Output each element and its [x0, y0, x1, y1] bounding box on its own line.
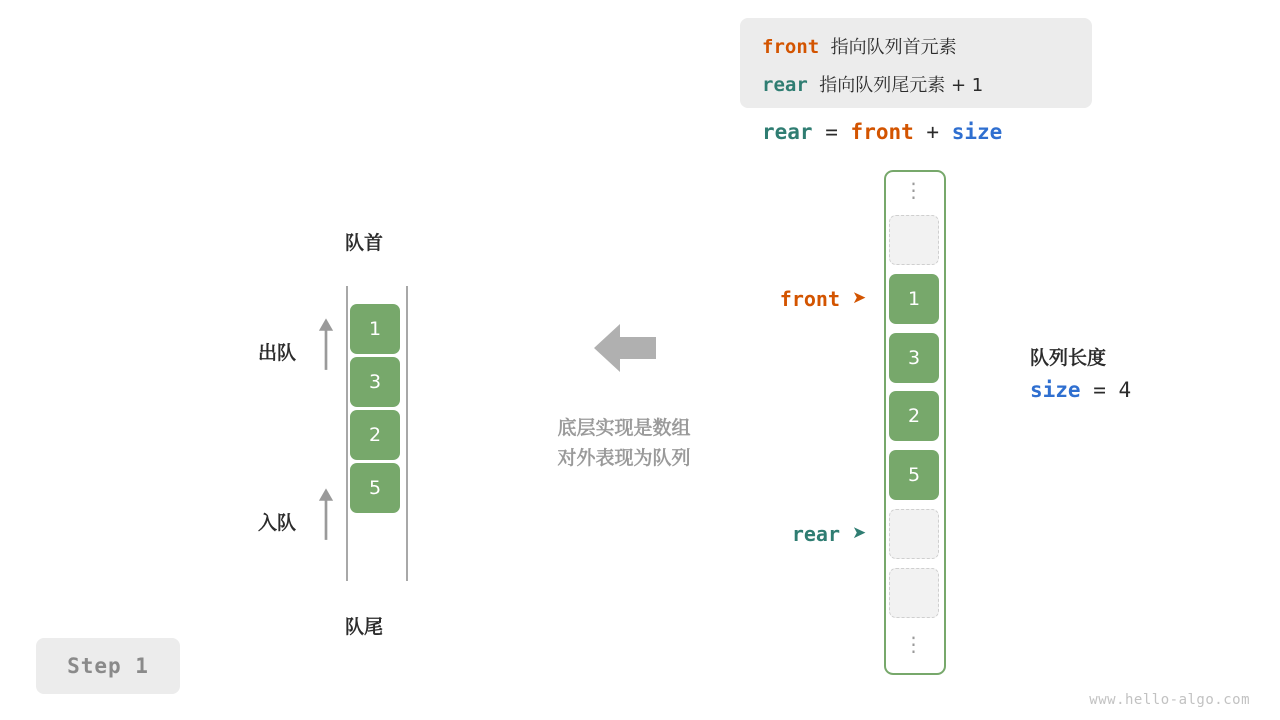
- enqueue-label: 入队: [258, 512, 297, 534]
- formula-front-line: [762, 33, 957, 59]
- rear-description: 指向队列尾元素 + 1: [819, 75, 984, 96]
- array-cell: 1: [889, 274, 939, 324]
- dequeue-arrow-icon: [318, 315, 334, 375]
- array-cell: 2: [889, 391, 939, 441]
- equation-front-token: front: [850, 120, 914, 144]
- enqueue-arrow-icon: [318, 485, 334, 545]
- queue-length-label: 队列长度: [1030, 347, 1107, 369]
- queue-cell: 1: [350, 304, 400, 354]
- array-cell: 5: [889, 450, 939, 500]
- array-cell: 3: [889, 333, 939, 383]
- front-description: 指向队列首元素: [830, 37, 957, 58]
- queue-tail-label: 队尾: [345, 616, 384, 638]
- left-arrow-icon: [594, 322, 656, 374]
- rear-pointer-label: rear: [791, 522, 840, 546]
- formula-equation: [762, 120, 1002, 144]
- middle-note-line-2: 对外表现为队列: [557, 447, 691, 469]
- array-cell: [889, 568, 939, 618]
- rear-token: rear: [762, 74, 808, 96]
- queue-cell: 2: [350, 410, 400, 460]
- front-pointer-label: front: [779, 287, 840, 311]
- size-equals: =: [1093, 378, 1106, 402]
- queue-cell: 5: [350, 463, 400, 513]
- middle-note: [528, 413, 720, 473]
- dequeue-label: 出队: [258, 342, 297, 364]
- equation-size-token: size: [951, 120, 1003, 144]
- equation-rear-token: rear: [762, 120, 813, 144]
- front-token: front: [762, 36, 820, 58]
- watermark: www.hello-algo.com: [1089, 692, 1250, 708]
- front-pointer-arrow-icon: ➤: [852, 288, 867, 308]
- size-value: 4: [1118, 378, 1132, 402]
- middle-note-line-1: 底层实现是数组: [557, 417, 691, 439]
- equation-plus: +: [926, 120, 940, 144]
- step-badge: Step 1: [36, 638, 180, 694]
- size-token: size: [1030, 378, 1081, 402]
- array-cell: [889, 215, 939, 265]
- rear-pointer-arrow-icon: ➤: [852, 523, 867, 543]
- formula-rear-line: [762, 71, 983, 97]
- equation-equals: =: [825, 120, 838, 144]
- array-top-ellipsis: ⋮: [903, 178, 925, 202]
- queue-head-label: 队首: [345, 232, 384, 254]
- size-equation: [1030, 378, 1131, 402]
- queue-cell: 3: [350, 357, 400, 407]
- array-bottom-ellipsis: ⋮: [903, 632, 925, 656]
- array-cell: [889, 509, 939, 559]
